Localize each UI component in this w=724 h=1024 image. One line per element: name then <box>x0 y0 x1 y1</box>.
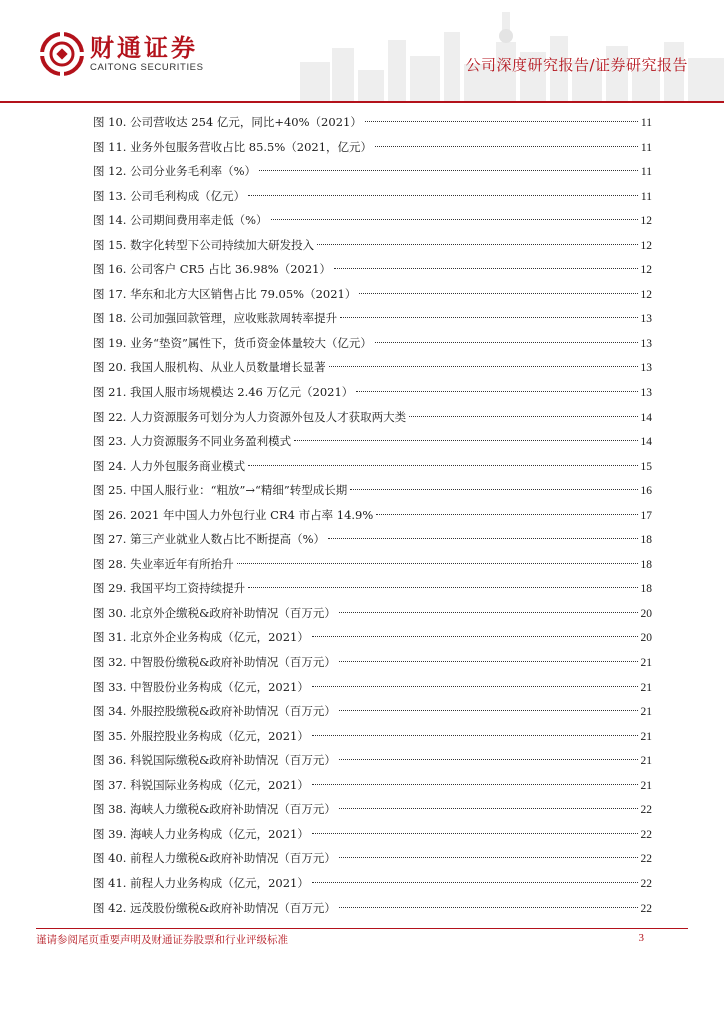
toc-entry-page: 22 <box>640 804 652 817</box>
page-header <box>0 0 724 104</box>
toc-entry-title: 图 20. 我国人服机构、从业人员数量增长显著 <box>93 360 326 375</box>
toc-entry[interactable] <box>93 306 652 331</box>
toc-entry[interactable] <box>93 773 652 798</box>
dot-leader <box>312 882 638 883</box>
header-divider <box>0 101 724 103</box>
toc-entry-page: 21 <box>640 657 652 670</box>
toc-entry[interactable] <box>93 797 652 822</box>
toc-entry[interactable] <box>93 135 652 160</box>
toc-entry[interactable] <box>93 355 652 380</box>
toc-entry[interactable] <box>93 601 652 626</box>
toc-entry-title: 图 18. 公司加强回款管理，应收账款周转率提升 <box>93 311 338 326</box>
disclaimer-note: 谨请参阅尾页重要声明及财通证券股票和行业评级标准 <box>36 934 288 946</box>
toc-entry[interactable] <box>93 110 652 135</box>
toc-entry[interactable] <box>93 331 652 356</box>
toc-entry[interactable] <box>93 748 652 773</box>
toc-entry-page: 20 <box>640 632 652 645</box>
toc-entry[interactable] <box>93 675 652 700</box>
toc-entry-page: 21 <box>640 706 652 719</box>
toc-entry-page: 12 <box>640 288 652 301</box>
toc-entry-title: 图 31. 北京外企业务构成（亿元，2021） <box>93 630 309 645</box>
toc-entry-page: 12 <box>640 239 652 252</box>
report-type-title: 公司深度研究报告/证券研究报告 <box>465 56 688 74</box>
toc-entry-title: 图 32. 中智股份缴税&政府补助情况（百万元） <box>93 655 336 670</box>
toc-entry[interactable] <box>93 650 652 675</box>
dot-leader <box>339 907 638 908</box>
toc-entry-title: 图 12. 公司分业务毛利率（%） <box>93 164 257 179</box>
dot-leader <box>328 538 637 539</box>
dot-leader <box>259 170 638 171</box>
toc-entry-page: 16 <box>640 485 652 498</box>
toc-entry[interactable] <box>93 208 652 233</box>
toc-entry-title: 图 37. 科锐国际业务构成（亿元，2021） <box>93 777 309 792</box>
toc-entry-page: 18 <box>640 534 652 547</box>
toc-entry-title: 图 42. 远茂股份缴税&政府补助情况（百万元） <box>93 900 336 915</box>
dot-leader <box>329 366 638 367</box>
toc-entry[interactable] <box>93 503 652 528</box>
toc-entry-page: 13 <box>640 337 652 350</box>
toc-entry-title: 图 34. 外服控股缴税&政府补助情况（百万元） <box>93 704 336 719</box>
toc-entry-page: 22 <box>640 828 652 841</box>
toc-entry-title: 图 17. 华东和北方大区销售占比 79.05%（2021） <box>93 286 357 301</box>
toc-entry-page: 17 <box>640 509 652 522</box>
toc-entry-page: 11 <box>640 190 652 203</box>
toc-entry[interactable] <box>93 233 652 258</box>
dot-leader <box>237 563 638 564</box>
toc-entry-title: 图 25. 中国人服行业：“粗放”→“精细”转型成长期 <box>93 483 348 498</box>
dot-leader <box>409 416 637 417</box>
dot-leader <box>312 784 638 785</box>
toc-entry[interactable] <box>93 552 652 577</box>
dot-leader <box>375 342 638 343</box>
dot-leader <box>312 833 638 834</box>
toc-entry-title: 图 36. 科锐国际缴税&政府补助情况（百万元） <box>93 753 336 768</box>
dot-leader <box>365 121 638 122</box>
dot-leader <box>294 440 637 441</box>
toc-entry-title: 图 38. 海峡人力缴税&政府补助情况（百万元） <box>93 802 336 817</box>
toc-entry-page: 21 <box>640 755 652 768</box>
toc-entry-page: 11 <box>640 141 652 154</box>
toc-entry-title: 图 19. 业务“垫资”属性下，货币资金体量较大（亿元） <box>93 335 372 350</box>
dot-leader <box>339 661 638 662</box>
toc-entry-page: 13 <box>640 362 652 375</box>
toc-entry-page: 13 <box>640 387 652 400</box>
toc-entry[interactable] <box>93 846 652 871</box>
toc-entry-page: 13 <box>640 313 652 326</box>
page-number: 3 <box>638 932 644 944</box>
toc-entry-title: 图 33. 中智股份业务构成（亿元，2021） <box>93 679 309 694</box>
toc-entry-page: 20 <box>640 607 652 620</box>
caitong-logo-icon <box>40 32 84 76</box>
toc-entry[interactable] <box>93 159 652 184</box>
toc-entry-page: 21 <box>640 779 652 792</box>
toc-entry[interactable] <box>93 699 652 724</box>
dot-leader <box>248 587 637 588</box>
logo-chinese-name: 财通证券 <box>90 34 198 62</box>
dot-leader <box>375 146 638 147</box>
toc-entry-page: 22 <box>640 853 652 866</box>
toc-entry[interactable] <box>93 380 652 405</box>
dot-leader <box>339 759 638 760</box>
toc-entry-page: 12 <box>640 215 652 228</box>
toc-entry-page: 14 <box>640 411 652 424</box>
toc-entry-title: 图 14. 公司期间费用率走低（%） <box>93 213 268 228</box>
dot-leader <box>312 686 638 687</box>
toc-entry-title: 图 22. 人力资源服务可划分为人力资源外包及人才获取两大类 <box>93 409 407 424</box>
toc-entry-page: 22 <box>640 877 652 890</box>
toc-entry-title: 图 27. 第三产业就业人数占比不断提高（%） <box>93 532 326 547</box>
dot-leader <box>350 489 637 490</box>
toc-entry-title: 图 35. 外服控股业务构成（亿元，2021） <box>93 728 309 743</box>
toc-entry-title: 图 30. 北京外企缴税&政府补助情况（百万元） <box>93 605 336 620</box>
toc-entry-page: 15 <box>640 460 652 473</box>
toc-entry-title: 图 11. 业务外包服务营收占比 85.5%（2021，亿元） <box>93 139 373 154</box>
dot-leader <box>340 317 637 318</box>
toc-entry[interactable] <box>93 454 652 479</box>
dot-leader <box>356 391 637 392</box>
toc-entry-page: 18 <box>640 583 652 596</box>
dot-leader <box>339 857 638 858</box>
toc-entry-title: 图 40. 前程人力缴税&政府补助情况（百万元） <box>93 851 336 866</box>
toc-entry-title: 图 16. 公司客户 CR5 占比 36.98%（2021） <box>93 262 331 277</box>
toc-entry-page: 21 <box>640 730 652 743</box>
toc-entry-page: 12 <box>640 264 652 277</box>
toc-entry-page: 11 <box>640 117 652 129</box>
toc-entry[interactable] <box>93 724 652 749</box>
toc-entry-title: 图 24. 人力外包服务商业模式 <box>93 458 246 473</box>
dot-leader <box>312 636 638 637</box>
dot-leader <box>312 735 638 736</box>
toc-entry-title: 图 21. 我国人服市场规模达 2.46 万亿元（2021） <box>93 385 354 400</box>
toc-entry[interactable] <box>93 822 652 847</box>
toc-entry-title: 图 10. 公司营收达 254 亿元，同比+40%（2021） <box>93 115 362 129</box>
company-logo <box>40 32 204 76</box>
toc-entry-title: 图 29. 我国平均工资持续提升 <box>93 581 246 596</box>
toc-entry[interactable] <box>93 625 652 650</box>
footer-divider <box>36 928 688 929</box>
dot-leader <box>339 808 638 809</box>
toc-entry[interactable] <box>93 576 652 601</box>
toc-entry[interactable] <box>93 429 652 454</box>
toc-entry[interactable] <box>93 282 652 307</box>
logo-english-name: CAITONG SECURITIES <box>90 62 204 73</box>
toc-entry[interactable] <box>93 405 652 430</box>
dot-leader <box>271 219 638 220</box>
toc-entry[interactable] <box>93 257 652 282</box>
toc-entry-page: 18 <box>640 558 652 571</box>
toc-entry[interactable] <box>93 184 652 209</box>
toc-entry-title: 图 15. 数字化转型下公司持续加大研发投入 <box>93 237 315 252</box>
toc-entry[interactable] <box>93 896 652 921</box>
toc-entry-title: 图 26. 2021 年中国人力外包行业 CR4 市占率 14.9% <box>93 507 374 522</box>
dot-leader <box>248 465 637 466</box>
toc-entry-page: 21 <box>640 681 652 694</box>
dot-leader <box>376 514 637 515</box>
dot-leader <box>359 293 637 294</box>
toc-entry-page: 14 <box>640 436 652 449</box>
toc-entry-page: 22 <box>640 902 652 915</box>
figure-list <box>93 110 652 920</box>
toc-entry-title: 图 41. 前程人力业务构成（亿元，2021） <box>93 875 309 890</box>
dot-leader <box>339 710 638 711</box>
toc-entry-page: 11 <box>640 166 652 179</box>
toc-entry[interactable] <box>93 527 652 552</box>
toc-entry[interactable] <box>93 478 652 503</box>
dot-leader <box>334 268 638 269</box>
toc-entry-title: 图 13. 公司毛利构成（亿元） <box>93 188 246 203</box>
dot-leader <box>339 612 638 613</box>
toc-entry-title: 图 39. 海峡人力业务构成（亿元，2021） <box>93 826 309 841</box>
dot-leader <box>317 244 637 245</box>
toc-entry-title: 图 28. 失业率近年有所抬升 <box>93 556 234 571</box>
toc-entry[interactable] <box>93 871 652 896</box>
dot-leader <box>248 195 638 196</box>
toc-entry-title: 图 23. 人力资源服务不同业务盈利模式 <box>93 434 292 449</box>
